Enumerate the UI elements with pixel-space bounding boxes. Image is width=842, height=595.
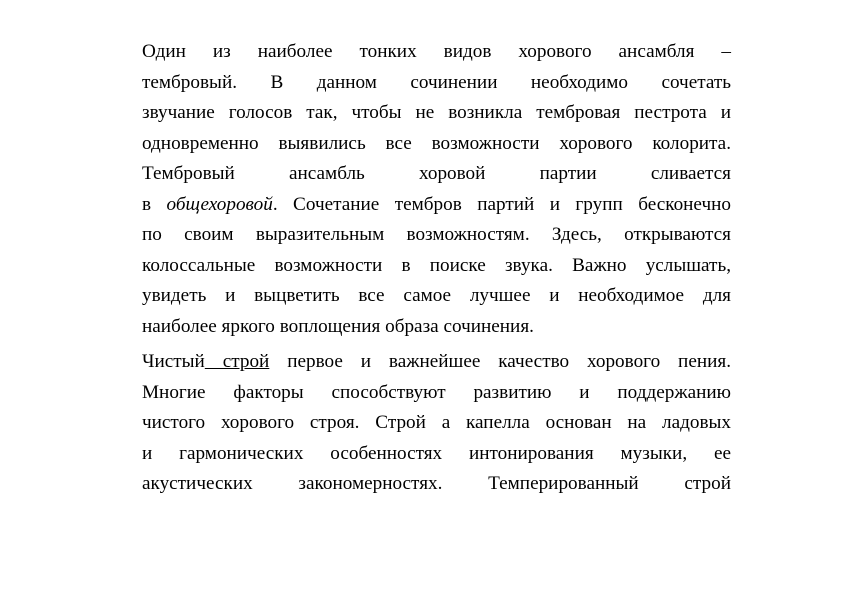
text-segment: Чистый — [142, 351, 205, 372]
text-line — [142, 190, 731, 221]
text-line: и гармонических особенностях интонирования музыки, ее — [142, 442, 731, 464]
text-line: звучание голосов так, чтобы не возникла тембровая пестрота и — [142, 102, 731, 123]
text-line: по своим выразительным возможностям. Здесь, открываются — [142, 224, 731, 245]
text-line: наиболее яркого воплощения образа сочинения. — [142, 315, 534, 337]
text-line: одновременно выявились все возможности хорового колорита. — [142, 132, 731, 154]
document-text — [142, 37, 731, 500]
italic-term: общехоровой — [166, 193, 273, 215]
text-segment: первое и важнейшее качество хорового пения. — [269, 351, 731, 372]
text-segment: в — [142, 193, 167, 215]
paragraph-timbre-ensemble — [142, 37, 731, 342]
text-line: колоссальные возможности в поиске звука. Важно услышать, — [142, 254, 731, 276]
text-line: Тембровый ансамбль хоровой партии сливается — [142, 163, 731, 184]
text-line: увидеть и выцветить все самое лучшее и необходимое для — [142, 285, 731, 306]
underlined-term: строй — [204, 351, 270, 372]
text-line: чистого хорового строя. Строй а капелла основан на ладовых — [142, 412, 731, 433]
text-line: акустических закономерностях. Темперированный строй — [142, 473, 731, 494]
text-line: тембровый. В данном сочинении необходимо сочетать — [142, 71, 731, 93]
text-line: Один из наиболее тонких видов хорового ансамбля – — [142, 41, 731, 62]
paragraph-pure-tuning — [142, 347, 731, 500]
text-segment: . Сочетание тембров партий и групп бесконечно — [272, 193, 731, 215]
text-line: Многие факторы способствуют развитию и поддержанию — [142, 381, 731, 403]
text-line — [142, 347, 731, 378]
